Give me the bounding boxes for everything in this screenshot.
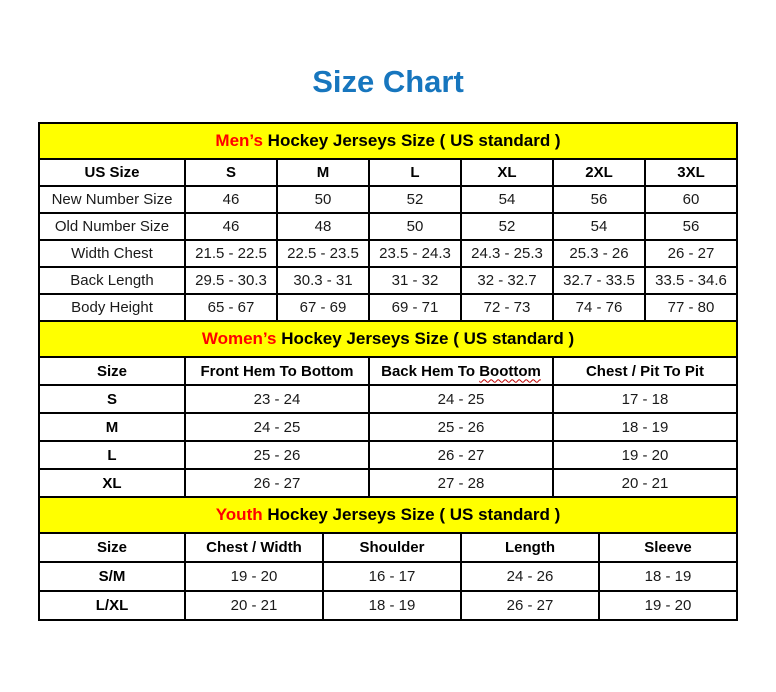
table-cell: 24.3 - 25.3 xyxy=(461,240,553,267)
table-cell: 67 - 69 xyxy=(277,294,369,321)
table-row xyxy=(39,294,737,321)
table-cell: 27 - 28 xyxy=(369,469,553,497)
womens-section-header xyxy=(38,320,738,358)
table-row xyxy=(39,413,737,441)
column-header: L xyxy=(369,159,461,186)
page-title: Size Chart xyxy=(312,64,464,99)
column-header: Size xyxy=(39,357,185,385)
column-header: 3XL xyxy=(645,159,737,186)
table-cell: 32 - 32.7 xyxy=(461,267,553,294)
table-row xyxy=(39,385,737,413)
column-header: Chest / Pit To Pit xyxy=(553,357,737,385)
row-label: Width Chest xyxy=(39,240,185,267)
youth-header-row xyxy=(39,533,737,562)
table-cell: 26 - 27 xyxy=(461,591,599,620)
table-cell: 52 xyxy=(369,186,461,213)
column-header: Shoulder xyxy=(323,533,461,562)
table-row xyxy=(39,469,737,497)
column-header-text: Back Hem To xyxy=(381,362,480,380)
table-cell: 20 - 21 xyxy=(553,469,737,497)
table-cell: 16 - 17 xyxy=(323,562,461,591)
table-cell: 29.5 - 30.3 xyxy=(185,267,277,294)
table-cell: 54 xyxy=(461,186,553,213)
column-header: 2XL xyxy=(553,159,645,186)
table-row xyxy=(39,213,737,240)
table-cell: 21.5 - 22.5 xyxy=(185,240,277,267)
table-cell: 74 - 76 xyxy=(553,294,645,321)
youth-size-table xyxy=(38,532,738,621)
table-cell: 22.5 - 23.5 xyxy=(277,240,369,267)
table-cell: 54 xyxy=(553,213,645,240)
table-cell: 17 - 18 xyxy=(553,385,737,413)
womens-size-table xyxy=(38,356,738,498)
table-cell: 77 - 80 xyxy=(645,294,737,321)
youth-section-header xyxy=(38,496,738,534)
table-cell: 25 - 26 xyxy=(369,413,553,441)
table-cell: 26 - 27 xyxy=(369,441,553,469)
row-label: L xyxy=(39,441,185,469)
table-cell: 20 - 21 xyxy=(185,591,323,620)
row-label: S/M xyxy=(39,562,185,591)
table-cell: 33.5 - 34.6 xyxy=(645,267,737,294)
column-header: US Size xyxy=(39,159,185,186)
womens-section-highlight: Women’s xyxy=(201,329,277,348)
table-cell: 19 - 20 xyxy=(185,562,323,591)
mens-size-table xyxy=(38,158,738,322)
womens-header-row xyxy=(39,357,737,385)
row-label: Old Number Size xyxy=(39,213,185,240)
misspelled-word: Boottom xyxy=(479,362,541,380)
column-header: Size xyxy=(39,533,185,562)
table-cell: 50 xyxy=(369,213,461,240)
mens-section-title: Hockey Jerseys Size ( US standard ) xyxy=(262,131,561,150)
table-row xyxy=(39,441,737,469)
table-cell: 30.3 - 31 xyxy=(277,267,369,294)
table-cell: 24 - 25 xyxy=(369,385,553,413)
table-cell: 23.5 - 24.3 xyxy=(369,240,461,267)
table-cell: 69 - 71 xyxy=(369,294,461,321)
womens-section-title: Hockey Jerseys Size ( US standard ) xyxy=(276,329,575,348)
table-cell: 25 - 26 xyxy=(185,441,369,469)
row-label: S xyxy=(39,385,185,413)
table-cell: 56 xyxy=(553,186,645,213)
row-label: New Number Size xyxy=(39,186,185,213)
table-row xyxy=(39,186,737,213)
table-cell: 46 xyxy=(185,213,277,240)
column-header: Front Hem To Bottom xyxy=(185,357,369,385)
table-cell: 18 - 19 xyxy=(553,413,737,441)
mens-section-highlight: Men’s xyxy=(215,131,263,150)
table-cell: 32.7 - 33.5 xyxy=(553,267,645,294)
table-row xyxy=(39,240,737,267)
youth-section-highlight: Youth xyxy=(215,505,263,524)
table-cell: 65 - 67 xyxy=(185,294,277,321)
table-cell: 72 - 73 xyxy=(461,294,553,321)
table-cell: 23 - 24 xyxy=(185,385,369,413)
table-cell: 60 xyxy=(645,186,737,213)
mens-section-header xyxy=(38,122,738,160)
column-header: Length xyxy=(461,533,599,562)
table-cell: 56 xyxy=(645,213,737,240)
size-chart-container xyxy=(38,122,738,621)
row-label: XL xyxy=(39,469,185,497)
column-header: Sleeve xyxy=(599,533,737,562)
mens-header-row xyxy=(39,159,737,186)
table-row xyxy=(39,591,737,620)
row-label: Body Height xyxy=(39,294,185,321)
table-row xyxy=(39,267,737,294)
table-cell: 52 xyxy=(461,213,553,240)
row-label: M xyxy=(39,413,185,441)
youth-section-title: Hockey Jerseys Size ( US standard ) xyxy=(262,505,561,524)
table-cell: 25.3 - 26 xyxy=(553,240,645,267)
table-cell: 18 - 19 xyxy=(599,562,737,591)
table-cell: 31 - 32 xyxy=(369,267,461,294)
row-label: L/XL xyxy=(39,591,185,620)
table-cell: 46 xyxy=(185,186,277,213)
table-cell: 26 - 27 xyxy=(185,469,369,497)
table-cell: 19 - 20 xyxy=(599,591,737,620)
column-header xyxy=(369,357,553,385)
table-cell: 24 - 25 xyxy=(185,413,369,441)
table-row xyxy=(39,562,737,591)
column-header: Chest / Width xyxy=(185,533,323,562)
table-cell: 26 - 27 xyxy=(645,240,737,267)
column-header: XL xyxy=(461,159,553,186)
table-cell: 19 - 20 xyxy=(553,441,737,469)
row-label: Back Length xyxy=(39,267,185,294)
table-cell: 50 xyxy=(277,186,369,213)
table-cell: 48 xyxy=(277,213,369,240)
table-cell: 24 - 26 xyxy=(461,562,599,591)
table-cell: 18 - 19 xyxy=(323,591,461,620)
column-header: S xyxy=(185,159,277,186)
column-header: M xyxy=(277,159,369,186)
